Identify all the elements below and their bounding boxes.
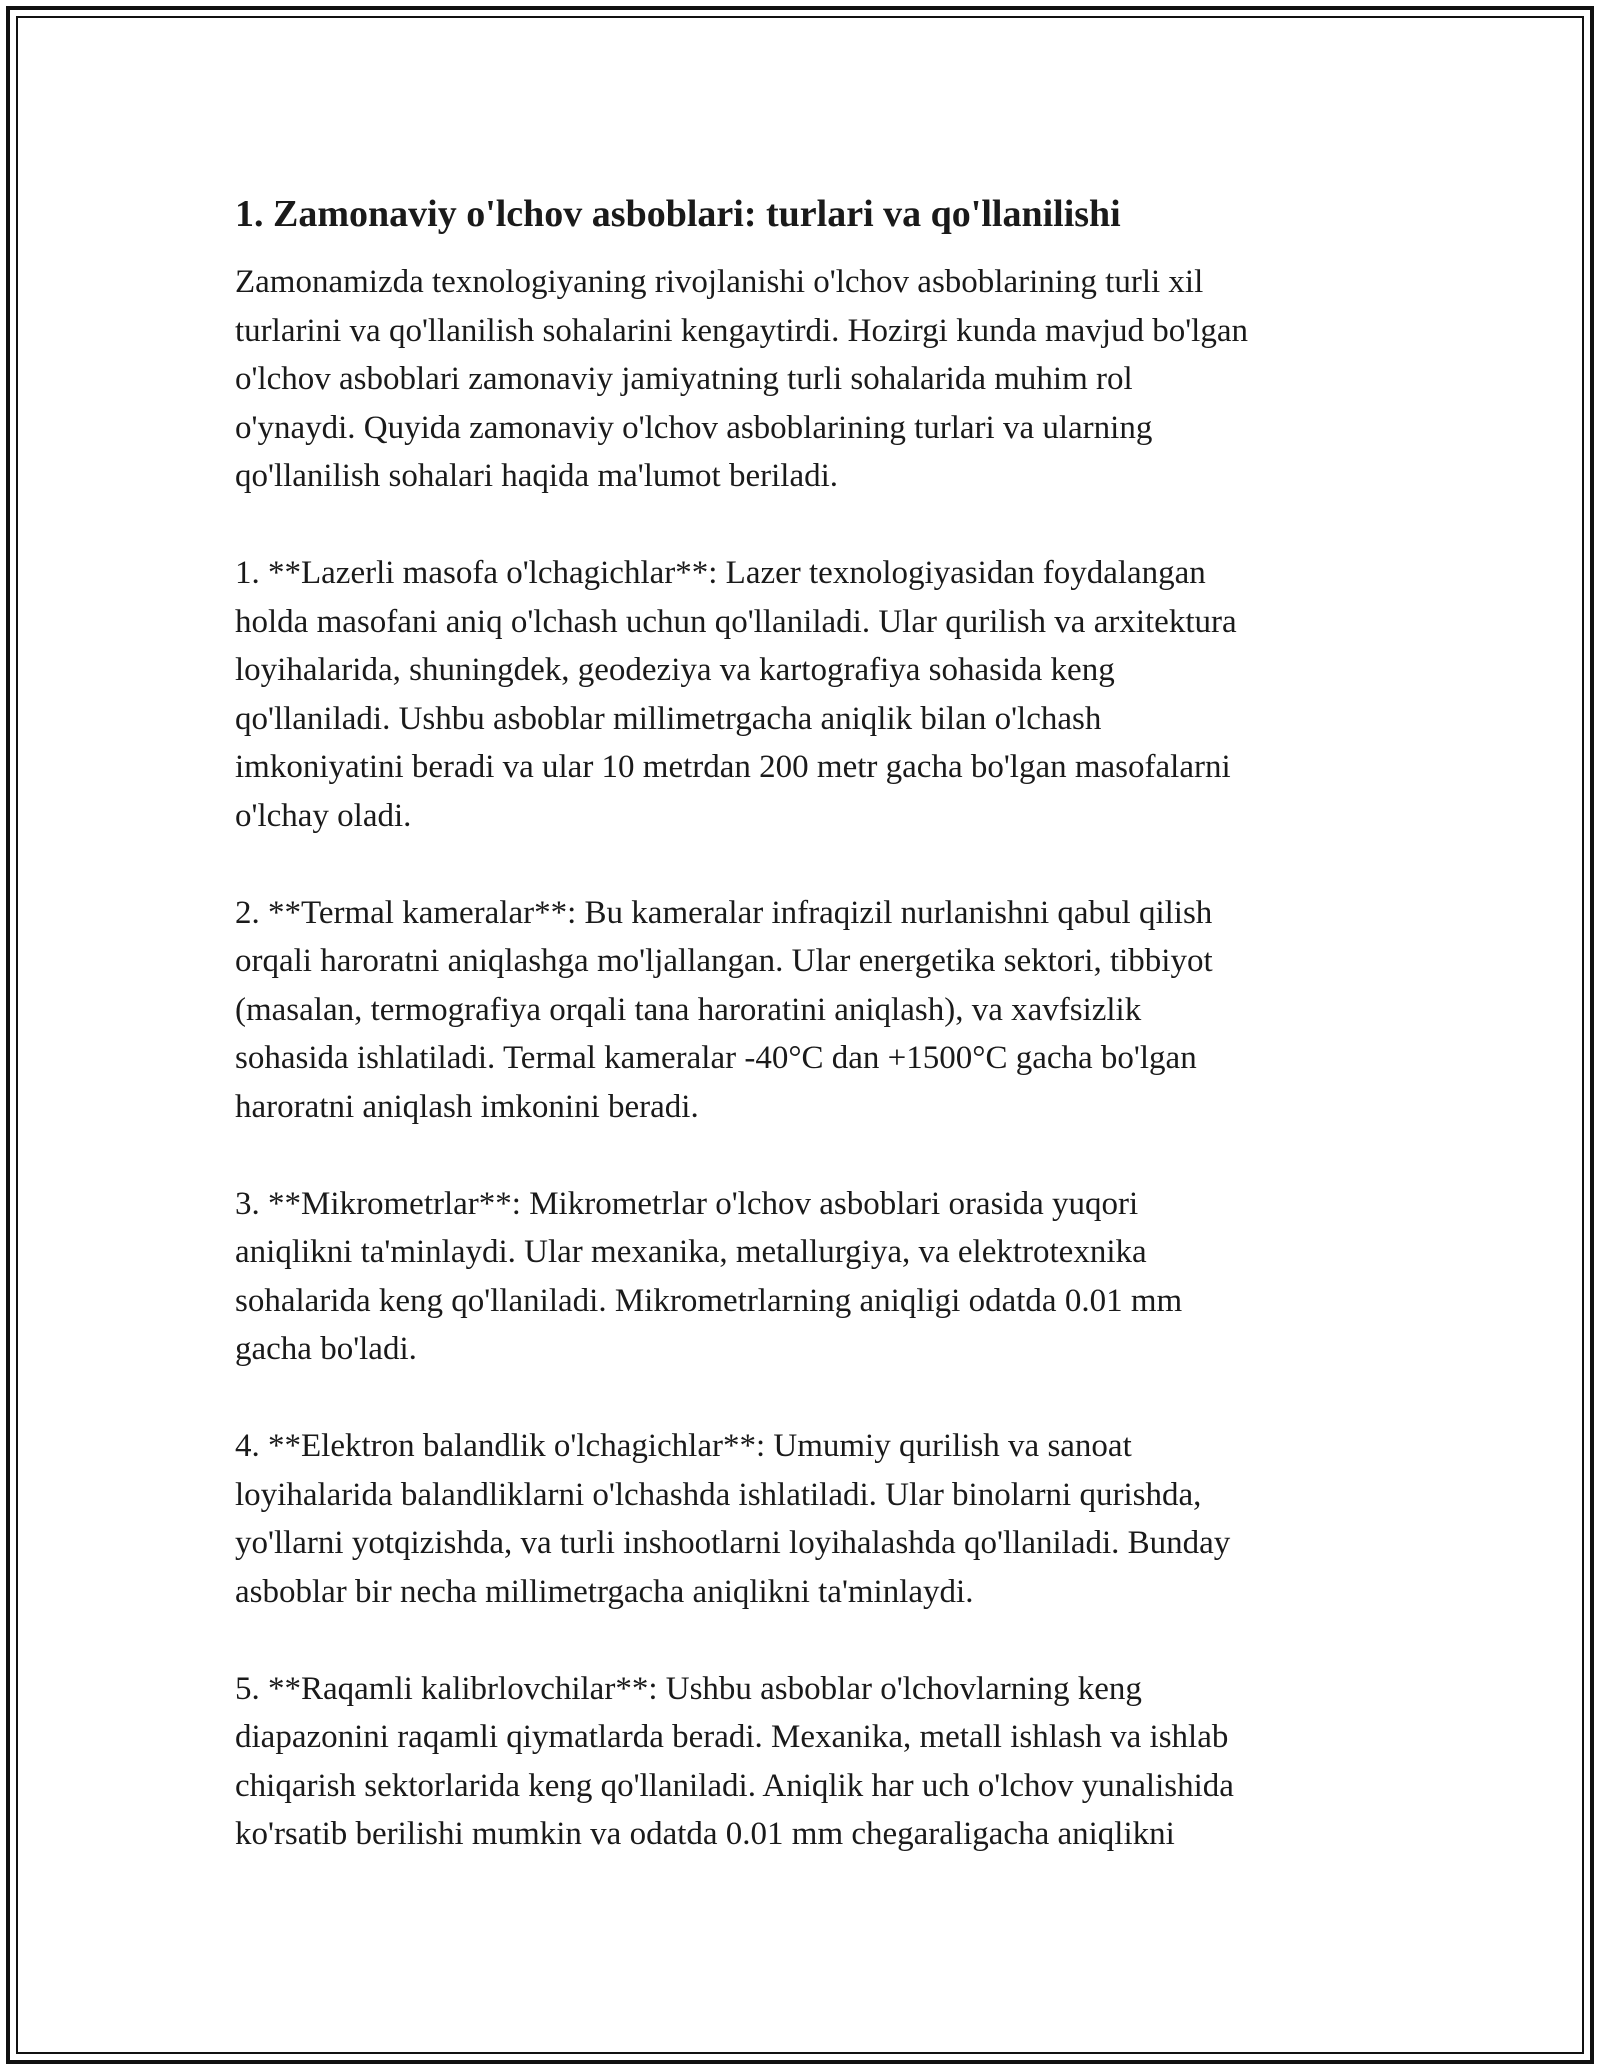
text-line: loyihalarida, shuningdek, geodeziya va kartografiya sohasida keng [235, 652, 1115, 688]
text-line: qo'llaniladi. Ushbu asboblar millimetrgacha aniqlik bilan o'lchash [235, 700, 1102, 737]
paragraph-item-5 [235, 1665, 1380, 1859]
text-line: holda masofani aniq o'lchash uchun qo'llaniladi. Ular qurilish va arxitektura [235, 603, 1237, 640]
text-line: sohasida ishlatiladi. Termal kameralar -40°C dan +1500°C gacha bo'lgan [235, 1040, 1197, 1076]
text-line: 5. **Raqamli kalibrlovchilar**: Ushbu asboblar o'lchovlarning keng [235, 1670, 1142, 1707]
text-line: gacha bo'ladi. [235, 1331, 417, 1367]
text-line: o'ynaydi. Quyida zamonaviy o'lchov asboblarining turlari va ularning [235, 409, 1153, 446]
paragraph-item-1 [235, 549, 1380, 840]
text-line: chiqarish sektorlarida keng qo'llaniladi. Aniqlik har uch o'lchov yunalishida [235, 1767, 1234, 1804]
text-line: diapazonini raqamli qiymatlarda beradi. Mexanika, metall ishlash va ishlab [235, 1719, 1229, 1755]
text-line: 1. **Lazerli masofa o'lchagichlar**: Lazer texnologiyasidan foydalangan [235, 555, 1206, 591]
text-line: loyihalarida balandliklarni o'lchashda ishlatiladi. Ular binolarni qurishda, [235, 1476, 1202, 1513]
paragraph-item-2 [235, 889, 1380, 1132]
paragraph-item-3 [235, 1180, 1380, 1374]
text-line: 3. **Mikrometrlar**: Mikrometrlar o'lchov asboblari orasida yuqori [235, 1185, 1139, 1222]
document-title: 1. Zamonaviy o'lchov asboblari: turlari va qo'llanilishi [235, 193, 1121, 235]
text-line: 4. **Elektron balandlik o'lchagichlar**: Umumiy qurilish va sanoat [235, 1428, 1132, 1464]
text-line: o'lchov asboblari zamonaviy jamiyatning turli sohalarida muhim rol [235, 361, 1133, 397]
text-line: Zamonamizda texnologiyaning rivojlanishi o'lchov asboblarining turli xil [235, 264, 1204, 300]
paragraph-intro [235, 258, 1380, 501]
text-line: turlarini va qo'llanilish sohalarini kengaytirdi. Hozirgi kunda mavjud bo'lgan [235, 312, 1248, 349]
text-line: o'lchay oladi. [235, 797, 412, 834]
text-line: yo'llarni yotqizishda, va turli inshootlarni loyihalashda qo'llaniladi. Bunday [235, 1525, 1231, 1561]
document-body [235, 190, 1380, 1907]
text-line: (masalan, termografiya orqali tana haroratini aniqlash), va xavfsizlik [235, 991, 1142, 1028]
text-line: 2. **Termal kameralar**: Bu kameralar infraqizil nurlanishni qabul qilish [235, 894, 1213, 931]
text-line: aniqlikni ta'minlaydi. Ular mexanika, metallurgiya, va elektrotexnika [235, 1234, 1147, 1270]
paragraph-item-4 [235, 1422, 1380, 1616]
text-line: imkoniyatini beradi va ular 10 metrdan 200 metr gacha bo'lgan masofalarni [235, 749, 1231, 785]
text-line: sohalarida keng qo'llaniladi. Mikrometrlarning aniqligi odatda 0.01 mm [235, 1282, 1183, 1319]
text-line: ko'rsatib berilishi mumkin va odatda 0.01 mm chegaraligacha aniqlikni [235, 1816, 1175, 1852]
text-line: haroratni aniqlash imkonini beradi. [235, 1088, 699, 1125]
text-line: orqali haroratni aniqlashga mo'ljallangan. Ular energetika sektori, tibbiyot [235, 943, 1213, 979]
text-line: asboblar bir necha millimetrgacha aniqlikni ta'minlaydi. [235, 1573, 974, 1610]
text-line: qo'llanilish sohalari haqida ma'lumot beriladi. [235, 458, 839, 494]
